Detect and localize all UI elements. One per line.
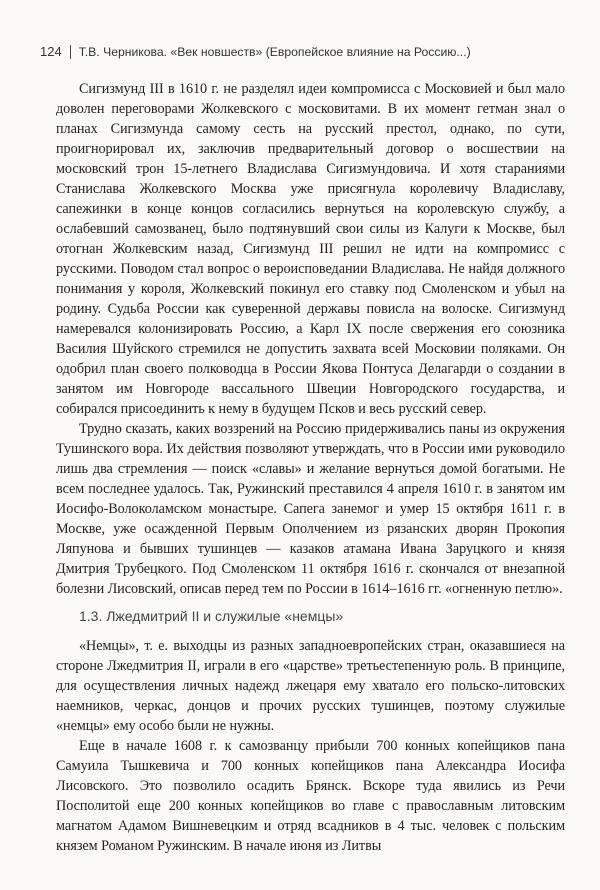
section-heading: 1.3. Лжедмитрий II и служилые «немцы» [79, 608, 344, 624]
paragraph: Сигизмунд III в 1610 г. не разделял идеи компромисса с Московией и был мало доволен переговорами Жолкевского с московитами. В их момент гетман знал о планах Сигизмунда самому сесть на русский престол, однако, по сути, проигнорировал их, заключив предварительный договор о восшествии на московский трон 15-летнего Владислава Сигизмундовича. И хотя стараниями Станислава Жолкевского Москва уже присягнула королевичу Владиславу, сапежинки в конце концов согласились вернуться на королевскую службу, а ослабевший самозванец, было подтянувший свои силы из Калуги к Москве, был отогнан Жолкевским назад, Сигизмунд III решил не идти на компромисс с русскими. Поводом стал вопрос о вероисповедании Владислава. Не найдя должного понимания у короля, Жолкевский покинул его ставку под Смоленском и убыл на родину. Судьба России как суверенной державы повисла на волоске. Сигизмунд намеревался колонизировать Россию, а Карл IX после свержения его союзника Василия Шуйского стремился не допустить захвата всей Московии поляками. Он одобрил план своего полководца в России Якова Понтуса Делагарди о создании в занятом им Новгороде вассального Швеции Новгородского государства, и собирался присоединить к нему в будущем Псков и весь русский север. [56, 81, 565, 417]
paragraph: «Немцы», т. е. выходцы из разных западноевропейских стран, оказавшиеся на стороне Лжедмитрия II, играли в его «царстве» третьестепенную роль. В принципе, для осуществления личных надежд лжецаря ему хватало его польско-литовских наемников, черкас, донцов и прочих русских тушинцев, поэтому служилые «немцы» ему особо были не нужны. [56, 638, 565, 734]
running-title: Т.В. Черникова. «Век новшеств» (Европейское влияние на Россию...) [78, 44, 471, 59]
header-divider [70, 45, 71, 59]
page-body [56, 79, 565, 856]
page-number: 124 [40, 44, 62, 59]
paragraph: Трудно сказать, каких воззрений на Россию придерживались паны из окружения Тушинского вора. Их действия позволяют утверждать, что в России ими руководило лишь два стремления — поиск «славы» и желание вернуться домой богатыми. Не всем последнее удалось. Так, Ружинский преставился 4 апреля 1610 г. в занятом им Иосифо-Волоколамском монастыре. Сапега занемог и умер 15 октября 1611 г. в Москве, уже осажденной Первым Ополчением из рязанских дворян Прокопия Ляпунова и бывших тушинцев — казаков атамана Ивана Заруцкого и князя Дмитрия Трубецкого. Под Смоленском 11 октября 1616 г. скончался от внезапной болезни Лисовский, описав перед тем по России в 1614–1616 гг. «огненную петлю». [56, 421, 565, 597]
paragraph: Еще в начале 1608 г. к самозванцу прибыли 700 конных копейщиков пана Самуила Тышкевича и 700 конных копейщиков пана Александра Иосифа Лисовского. Это позволило осадить Брянск. Вскоре туда явились из Речи Посполитой еще 200 конных копейщиков во главе с православным литовским магнатом Адамом Вишневецким и отряд всадников в 4 тыс. человек с польским князем Романом Ружинским. В начале июня из Литвы [56, 738, 565, 854]
running-head [40, 44, 570, 59]
